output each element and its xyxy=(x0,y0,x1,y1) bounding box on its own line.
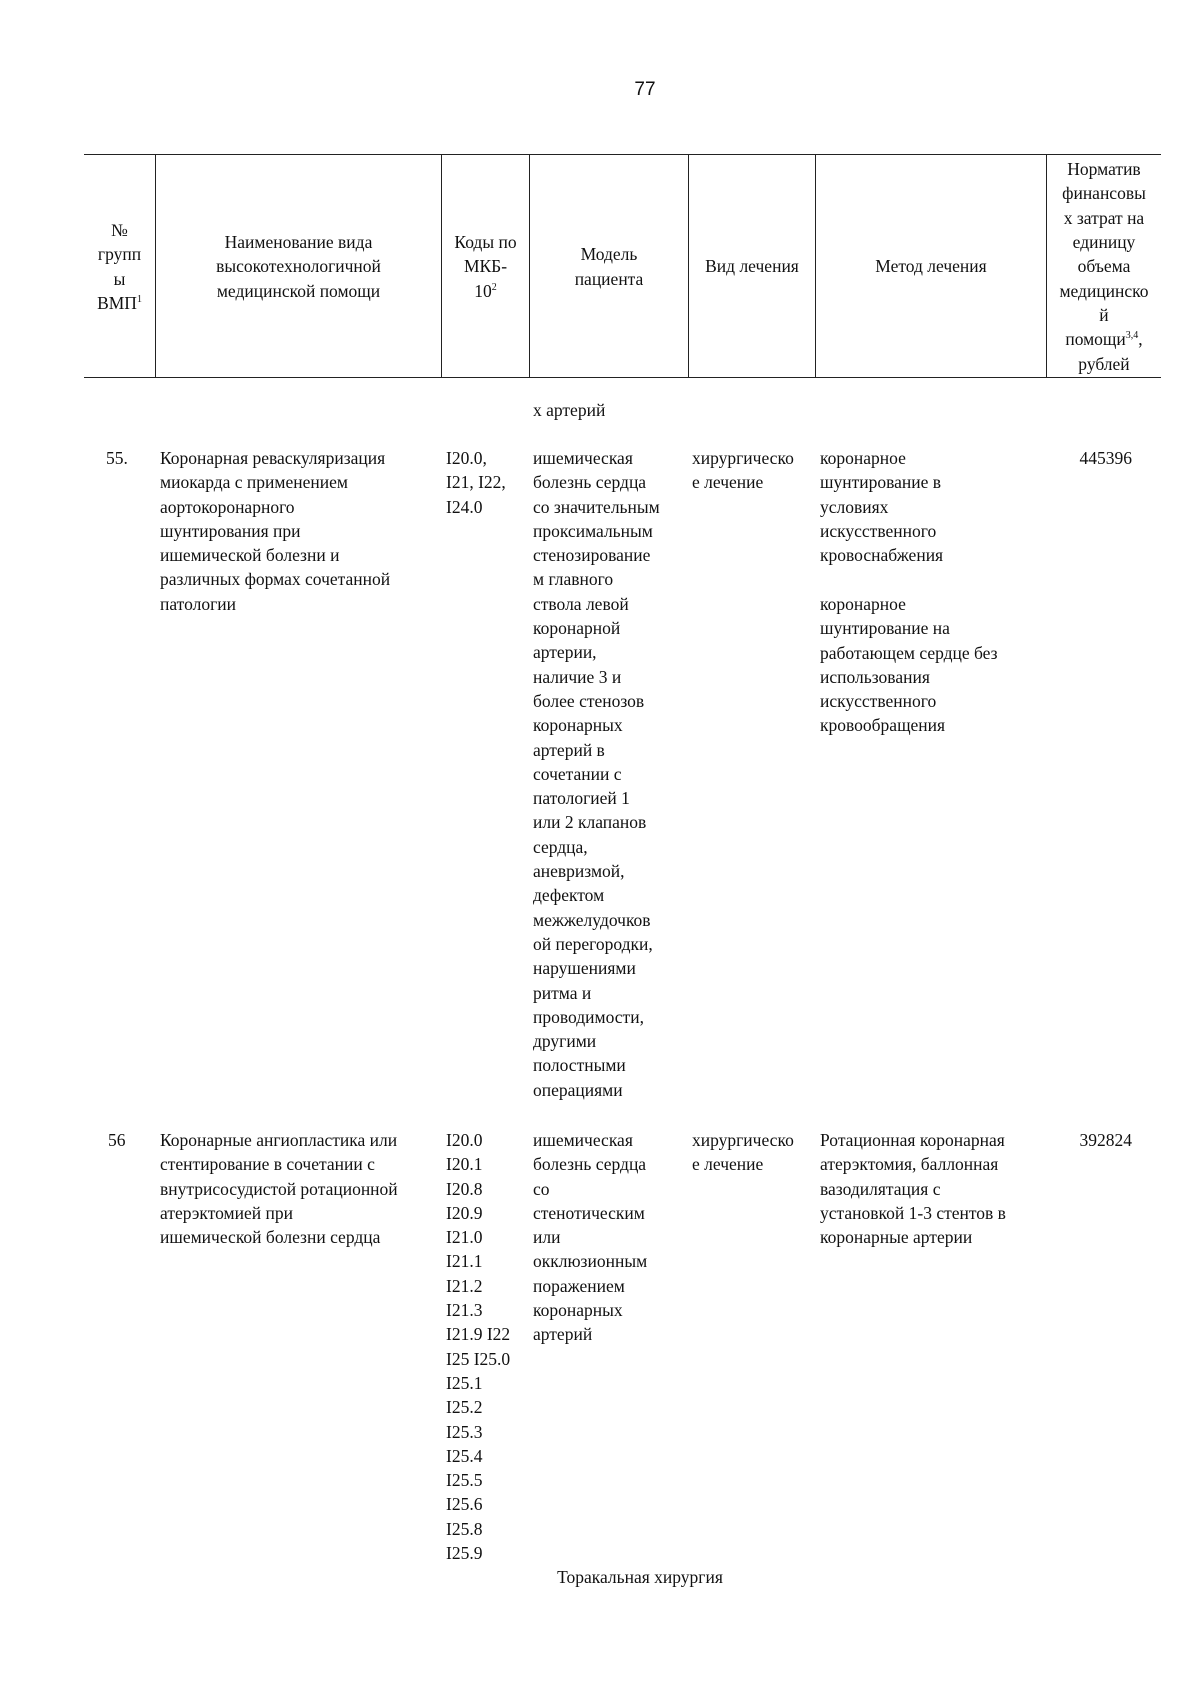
header-financial-norm: Норматив финансовы х затрат на единицу объема медицинско й помощи$^{3,4}$, рублей xyxy=(1059,159,1149,374)
row-55-method-1: коронарное шунтирование в условиях искусственного кровоснабжения xyxy=(820,448,944,566)
row-55-norm: 445396 xyxy=(1079,448,1132,468)
row-55-number: 55. xyxy=(106,448,128,468)
row-56-norm: 392824 xyxy=(1079,1130,1132,1150)
page-number: 77 xyxy=(634,79,656,100)
row-56-treatment-type: хирургическо е лечение xyxy=(692,1130,794,1175)
header-treatment-method: Метод лечения xyxy=(875,256,987,277)
header-care-type: Наименование вида высокотехнологичной медицинской помощи xyxy=(216,232,381,301)
row-55-model: ишемическая болезнь сердца со значительным проксимальным стенозирование м главного ствола левой коронарной артерии, наличие 3 и более стенозов коронарных артерий в сочетании с патологией 1 или 2 клапанов сердца, аневризмой, дефектом межжелудочков ой перегородки, нарушениями ритма и проводимости, другими полостными операциями xyxy=(533,448,660,1100)
row-56-number: 56 xyxy=(108,1130,126,1150)
row-55-name: Коронарная реваскуляризация миокарда с применением аортокоронарного шунтирования при ишемической болезни и различных формах сочетанной патологии xyxy=(160,448,391,614)
row-56-model: ишемическая болезнь сердца со стенотическим или окклюзионным поражением коронарных артерий xyxy=(533,1130,648,1345)
header-patient-model: Модель пациента xyxy=(574,244,644,289)
row-55-treatment-type: хирургическо е лечение xyxy=(692,448,794,493)
header-treatment-type: Вид лечения xyxy=(705,256,799,277)
header-icd-codes: Коды по МКБ- $10^2$ xyxy=(454,232,517,301)
row-56-codes: I20.0 I20.1 I20.8 I20.9 I21.0 I21.1 I21.2 I21.3 I21.9 I22 I25 I25.0 I25.1 I25.2 I25.3 I25.4 I25.5 I25.6 I25.8 I25.9 xyxy=(446,1130,511,1564)
row-56-name: Коронарные ангиопластика или стентирование в сочетании с внутрисосудистой ротационной атерэктомией при ишемической болезни сердца xyxy=(160,1130,398,1248)
header-group-number: № групп ы ВМП$^1$ xyxy=(97,219,142,313)
section-title: Торакальная хирургия xyxy=(557,1567,723,1587)
continuation-text: х артерий xyxy=(533,400,606,420)
row-55-codes: I20.0, I21, I22, I24.0 xyxy=(446,448,506,517)
row-55-method-2: коронарное шунтирование на работающем сердце без использования искусственного кровообращения xyxy=(820,594,998,736)
row-56-method: Ротационная коронарная атерэктомия, баллонная вазодилятация с установкой 1-3 стентов в коронарные артерии xyxy=(820,1130,1006,1248)
